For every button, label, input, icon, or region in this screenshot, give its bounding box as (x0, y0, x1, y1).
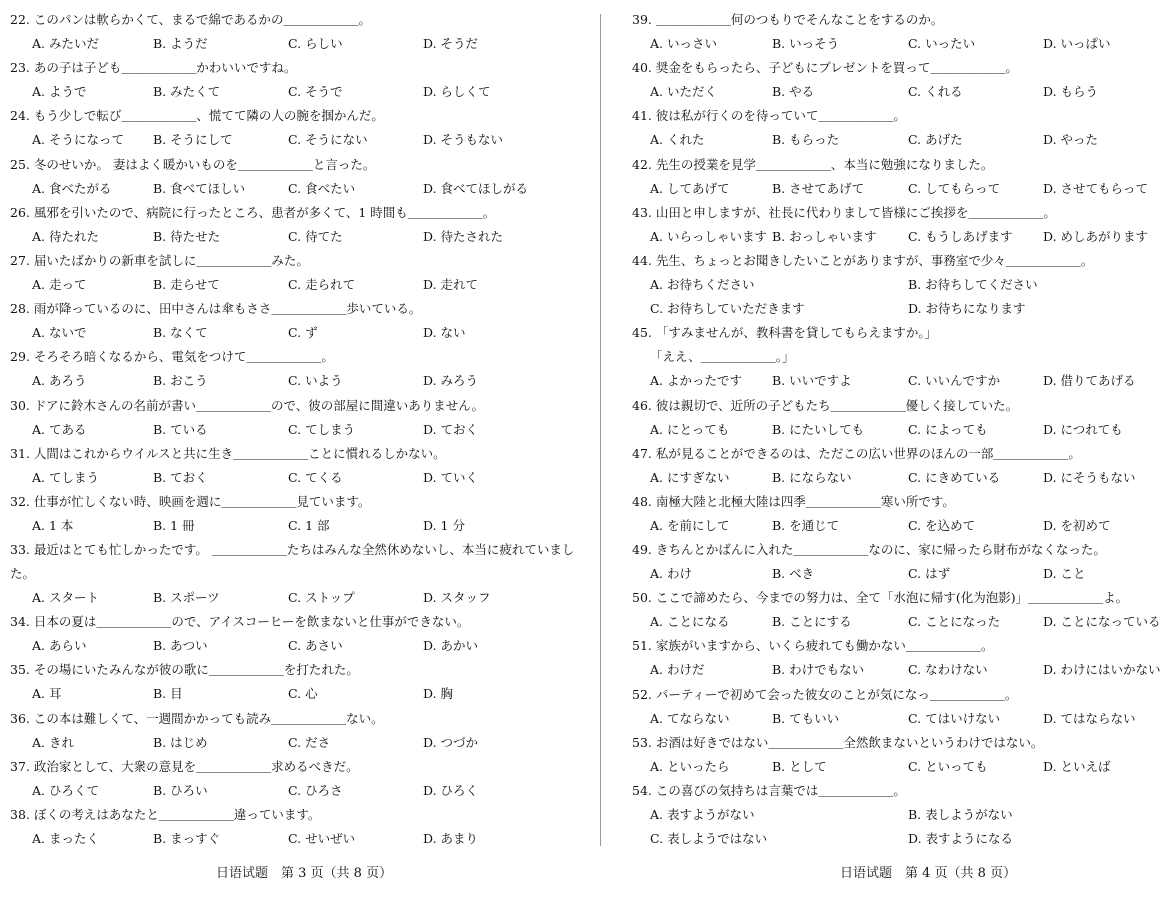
question-text: 45. 「すみませんが、教科書を貸してもらえますか。」 (632, 325, 938, 341)
answer-option: D. いっぱい (1043, 36, 1111, 51)
question-text: 52. パーティーで初めて会った彼女のことが気になっ＿＿＿＿＿＿。 (632, 686, 1018, 702)
options-row (632, 755, 1152, 779)
answer-option: B. おっしゃいます (772, 228, 877, 244)
question-text: 26. 風邪を引いたので、病院に行ったところ、患者が多くて、1 時間も＿＿＿＿＿＿。 (10, 204, 496, 220)
answer-option: B. いっそう (772, 36, 840, 51)
answer-option: A. てある (32, 421, 87, 437)
answer-option: D. そうだ (423, 36, 479, 51)
answer-option: B. お待ちしてください (908, 276, 1038, 292)
answer-option: B. てもいい (772, 710, 840, 726)
options-row (10, 827, 585, 851)
answer-option: C. ことになった (908, 614, 1001, 630)
answer-option: A. きれ (32, 734, 74, 750)
options-row (10, 369, 585, 393)
answer-option: A. ないで (32, 325, 87, 341)
question-text: 36. この本は難しくて、一週間かかっても読み＿＿＿＿＿＿ない。 (10, 710, 384, 726)
question-text: 29. そろそろ暗くなるから、電気をつけて＿＿＿＿＿＿。 (10, 349, 334, 365)
answer-option: D. 胸 (423, 686, 454, 702)
answer-option: A. スタート (32, 590, 99, 606)
answer-option: B. 1 冊 (153, 517, 195, 533)
answer-option: C. によっても (908, 421, 988, 437)
options-row (632, 610, 1161, 634)
answer-option: C. ださ (288, 734, 331, 750)
question-text: 41. 彼は私が行くのを待っていて＿＿＿＿＿＿。 (632, 108, 906, 124)
answer-option: B. いいですよ (772, 373, 852, 389)
answer-option: B. ておく (153, 469, 208, 485)
answer-option: B. 表しようがない (908, 807, 1013, 822)
answer-option: D. を初めて (1043, 517, 1111, 533)
answer-option: C. そうで (288, 84, 343, 100)
options-row (10, 586, 585, 610)
question-text: 37. 政治家として、大衆の意見を＿＿＿＿＿＿求めるべきだ。 (10, 758, 359, 774)
answer-option: B. 走らせて (153, 276, 220, 292)
answer-option: B. ことにする (772, 614, 852, 630)
answer-option: A. にすぎない (650, 469, 730, 485)
answer-option: D. こと (1043, 566, 1086, 582)
answer-option: A. 表すようがない (650, 807, 755, 822)
answer-option: A. 食べたがる (32, 180, 112, 196)
answer-option: C. お待ちしていただきます (650, 301, 805, 317)
left-column (10, 8, 585, 851)
answer-option: C. ストップ (288, 590, 355, 606)
answer-option: D. スタッフ (423, 590, 491, 606)
answer-option: A. いらっしゃいます (650, 228, 767, 244)
answer-option: A. いただく (650, 84, 717, 100)
answer-option: D. 食べてほしがる (423, 180, 529, 196)
answer-option: A. いっさい (650, 36, 717, 51)
answer-option: A. あらい (32, 638, 87, 654)
options-row (10, 466, 585, 490)
answer-option: D. ておく (423, 421, 479, 437)
options-row (632, 562, 1152, 586)
options-row (632, 514, 1152, 538)
answer-option: B. として (772, 758, 827, 774)
answer-option: B. まっすぐ (153, 831, 221, 846)
answer-option: B. もらった (772, 132, 840, 148)
answer-option: C. ず (288, 325, 318, 341)
answer-option: D. やった (1043, 132, 1099, 148)
question-text: 25. 冬のせいか。 妻はよく暖かいものを＿＿＿＿＿＿と言った。 (10, 156, 376, 172)
answer-option: A. といったら (650, 758, 730, 774)
question-text: 28. 雨が降っているのに、田中さんは傘もささ＿＿＿＿＿＿歩いている。 (10, 301, 422, 317)
question-text: 38. ぼくの考えはあなたと＿＿＿＿＿＿違っています。 (10, 807, 321, 822)
answer-option: A. わけ (650, 566, 692, 582)
answer-option: C. なわけない (908, 662, 988, 678)
answer-option: D. あまり (423, 831, 479, 846)
question-text: 22. このパンは軟らかくて、まるで綿であるかの＿＿＿＿＿＿。 (10, 12, 371, 27)
answer-option: D. もらう (1043, 84, 1099, 100)
answer-option: D. 表すようになる (908, 831, 1014, 847)
options-row (10, 273, 585, 297)
answer-option: C. はず (908, 566, 951, 582)
question-text: 24. もう少しで転び＿＿＿＿＿＿、慌てて隣の人の腕を掴かんだ。 (10, 108, 384, 124)
question-text: 54. この喜びの気持ちは言葉では＿＿＿＿＿＿。 (632, 783, 906, 798)
question-text: 53. お酒は好きではない＿＿＿＿＿＿全然飲まないというわけではない。 (632, 734, 1044, 750)
answer-option: A. 待たれた (32, 228, 99, 244)
question-text: 30. ドアに鈴木さんの名前が書い＿＿＿＿＿＿ので、彼の部屋に間違いありません。 (10, 397, 484, 413)
answer-option: C. 1 部 (288, 517, 330, 533)
options-row (632, 80, 1152, 104)
answer-option: D. みろう (423, 373, 479, 389)
answer-option: B. やる (772, 84, 815, 100)
options-row (10, 177, 585, 201)
options-row (632, 658, 1161, 682)
answer-option: A. にとっても (650, 421, 730, 437)
question-text: 48. 南極大陸と北極大陸は四季＿＿＿＿＿＿寒い所です。 (632, 493, 955, 509)
question-text: 34. 日本の夏は＿＿＿＿＿＿ので、アイスコーヒーを飲まないと仕事ができない。 (10, 614, 470, 630)
answer-option: C. せいぜい (288, 831, 356, 846)
answer-option: D. させてもらって (1043, 180, 1149, 196)
answer-option: C. いったい (908, 36, 976, 51)
question-text: 50. ここで諦めたら、今までの努力は、全て「水泡に帰す(化为泡影)」＿＿＿＿＿＿よ。 (632, 590, 1129, 606)
question-text-line2: 「ええ、＿＿＿＿＿＿。」 (650, 349, 795, 365)
answer-option: B. みたくて (153, 84, 221, 100)
question-text: 46. 彼は親切で、近所の子どもたち＿＿＿＿＿＿優しく接していた。 (632, 397, 1019, 413)
answer-option: C. 食べたい (288, 180, 356, 196)
options-row (632, 803, 1152, 827)
answer-option: B. べき (772, 566, 815, 582)
options-row (10, 321, 585, 345)
answer-option: C. あさい (288, 638, 343, 654)
options-row (632, 707, 1152, 731)
answer-option: D. 待たされた (423, 228, 504, 244)
options-row (10, 731, 585, 755)
question-text: 35. その場にいたみんなが彼の歌に＿＿＿＿＿＿を打たれた。 (10, 662, 359, 678)
answer-option: D. ことになっている (1043, 614, 1161, 630)
answer-option: D. 借りてあげる (1043, 373, 1136, 389)
answer-option: B. ている (153, 421, 208, 437)
answer-option: A. くれた (650, 132, 705, 148)
answer-option: D. てはならない (1043, 710, 1136, 726)
options-row (632, 369, 1152, 393)
answer-option: D. ない (423, 325, 466, 341)
answer-option: C. を込めて (908, 517, 976, 533)
answer-option: A. てならない (650, 710, 730, 726)
options-row (10, 514, 585, 538)
answer-option: B. を通じて (772, 517, 840, 533)
answer-option: C. にきめている (908, 469, 1001, 485)
answer-option: D. といえば (1043, 758, 1111, 774)
answer-option: A. よかったです (650, 373, 742, 389)
answer-option: A. みたいだ (32, 36, 99, 51)
answer-option: A. ようで (32, 84, 87, 100)
options-row (632, 128, 1152, 152)
options-row (10, 225, 585, 249)
answer-option: B. ようだ (153, 36, 208, 51)
answer-option: D. らしくて (423, 84, 491, 100)
question-text: 44. 先生、ちょっとお聞きしたいことがありますが、事務室で少々＿＿＿＿＿＿。 (632, 252, 1094, 268)
answer-option: D. にそうもない (1043, 469, 1136, 485)
page-footer-left: 日语试题 第 3 页（共 8 页） (216, 866, 393, 881)
answer-option: A. ことになる (650, 614, 730, 630)
question-text: 49. きちんとかばんに入れた＿＿＿＿＿＿なのに、家に帰ったら財布がなくなった。 (632, 542, 1106, 558)
question-text: 43. 山田と申しますが、社長に代わりまして皆様にご挨拶を＿＿＿＿＿＿。 (632, 204, 1056, 220)
page-divider (600, 14, 601, 846)
options-row (632, 177, 1152, 201)
options-row (632, 827, 1152, 851)
answer-option: A. そうになって (32, 132, 124, 148)
answer-option: C. てはいけない (908, 710, 1001, 726)
options-row (10, 418, 585, 442)
answer-option: D. ひろく (423, 782, 479, 798)
answer-option: C. してもらって (908, 180, 1001, 196)
options-row (10, 634, 585, 658)
answer-option: D. あかい (423, 638, 479, 654)
answer-option: B. 食べてほしい (153, 180, 246, 196)
question-text: 47. 私が見ることができるのは、ただこの広い世界のほんの一部＿＿＿＿＿＿。 (632, 445, 1081, 461)
options-row (10, 779, 585, 803)
answer-option: C. といっても (908, 758, 988, 774)
answer-option: A. お待ちください (650, 276, 755, 292)
answer-option: B. はじめ (153, 734, 208, 750)
answer-option: C. 表しようではない (650, 831, 768, 847)
answer-option: A. てしまう (32, 469, 99, 485)
answer-option: B. ひろい (153, 782, 208, 798)
answer-option: D. 1 分 (423, 517, 465, 533)
question-text: 33. 最近はとても忙しかったです。 ＿＿＿＿＿＿たちはみんな全然休めないし、本当に疲れていました。 (10, 542, 575, 582)
answer-option: D. ていく (423, 469, 479, 485)
answer-option: C. いいんですか (908, 373, 1001, 389)
options-row (10, 682, 585, 706)
answer-option: A. 走って (32, 276, 87, 292)
question-text: 31. 人間はこれからウイルスと共に生き＿＿＿＿＿＿ことに慣れるしかない。 (10, 445, 446, 461)
answer-option: A. 耳 (32, 686, 62, 702)
answer-option: C. そうにない (288, 132, 368, 148)
answer-option: C. 待てた (288, 228, 343, 244)
question-text: 42. 先生の授業を見学＿＿＿＿＿＿、本当に勉強になりました。 (632, 156, 994, 172)
answer-option: D. めしあがります (1043, 228, 1149, 244)
right-column (632, 8, 1161, 851)
options-row (10, 80, 585, 104)
answer-option: B. スポーツ (153, 590, 220, 606)
answer-option: D. につれても (1043, 421, 1123, 437)
answer-option: A. してあげて (650, 180, 730, 196)
options-row (632, 418, 1152, 442)
answer-option: B. あつい (153, 638, 208, 654)
answer-option: A. ひろくて (32, 782, 99, 798)
answer-option: D. わけにはいかない (1043, 662, 1161, 678)
answer-option: D. そうもない (423, 132, 504, 148)
answer-option: B. そうにして (153, 132, 233, 148)
answer-option: A. わけだ (650, 662, 705, 678)
answer-option: B. にならない (772, 469, 852, 485)
answer-option: B. おこう (153, 373, 208, 389)
answer-option: C. てくる (288, 469, 343, 485)
answer-option: C. 心 (288, 686, 318, 702)
options-row (632, 32, 1152, 56)
options-row (10, 32, 585, 56)
question-text: 40. 奨金をもらったら、子どもにプレゼントを買って＿＿＿＿＿＿。 (632, 60, 1018, 76)
question-text: 32. 仕事が忙しくない時、映画を週に＿＿＿＿＿＿見ています。 (10, 493, 371, 509)
answer-option: C. くれる (908, 84, 963, 100)
options-row (632, 466, 1152, 490)
answer-option: A. あろう (32, 373, 87, 389)
answer-option: A. 1 本 (32, 517, 74, 533)
answer-option: B. なくて (153, 325, 208, 341)
answer-option: B. 待たせた (153, 228, 221, 244)
answer-option: C. らしい (288, 36, 343, 51)
answer-option: C. いよう (288, 373, 343, 389)
answer-option: C. もうしあげます (908, 228, 1013, 244)
answer-option: D. つづか (423, 734, 479, 750)
answer-option: C. ひろさ (288, 782, 343, 798)
answer-option: C. 走られて (288, 276, 356, 292)
answer-option: D. お待ちになります (908, 301, 1026, 317)
answer-option: A. まったく (32, 831, 99, 846)
question-text: 23. あの子は子ども＿＿＿＿＿＿かわいいですね。 (10, 60, 297, 76)
options-row (632, 225, 1152, 249)
question-text: 39. ＿＿＿＿＿＿何のつもりでそんなことをするのか。 (632, 12, 944, 27)
answer-option: C. あげた (908, 132, 963, 148)
answer-option: B. 目 (153, 686, 183, 702)
answer-option: B. にたいしても (772, 421, 865, 437)
question-text: 27. 届いたばかりの新車を試しに＿＿＿＿＿＿みた。 (10, 252, 309, 268)
question-text: 51. 家族がいますから、いくら疲れても働かない＿＿＿＿＿＿。 (632, 638, 994, 654)
answer-option: A. を前にして (650, 517, 730, 533)
answer-option: C. てしまう (288, 421, 356, 437)
options-row (632, 297, 1152, 321)
page-footer-right: 日语试题 第 4 页（共 8 页） (840, 866, 1017, 881)
options-row (10, 128, 585, 152)
answer-option: D. 走れて (423, 276, 479, 292)
answer-option: B. させてあげて (772, 180, 865, 196)
answer-option: B. わけでもない (772, 662, 865, 678)
options-row (632, 273, 1152, 297)
